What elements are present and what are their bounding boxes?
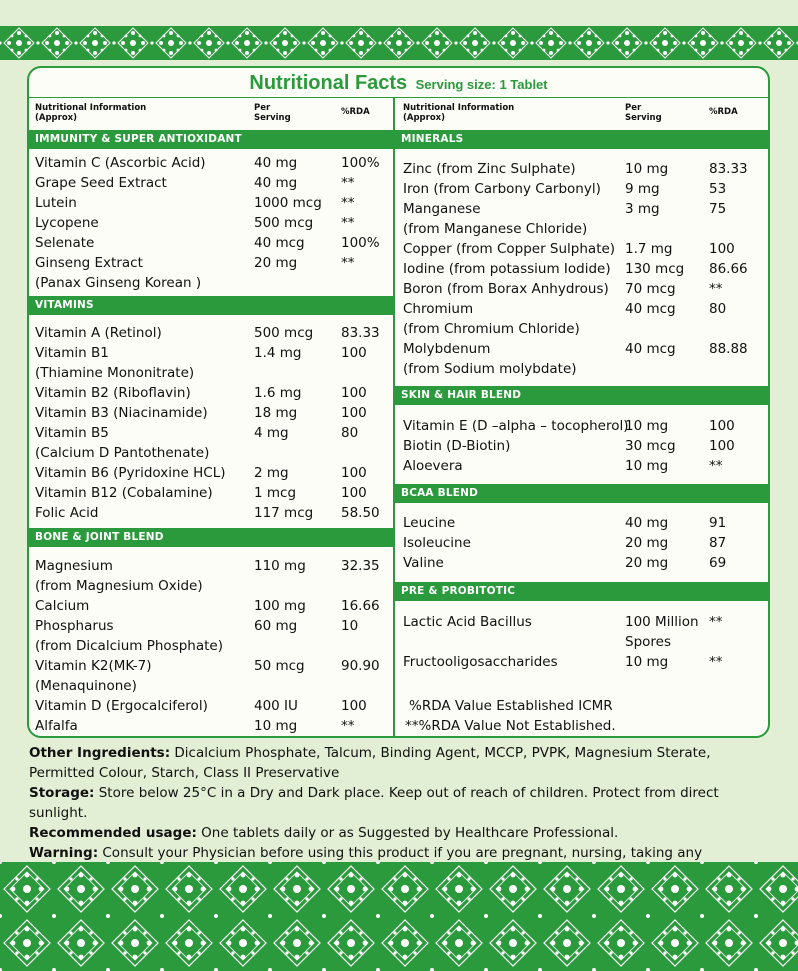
nutrient-row xyxy=(29,423,393,443)
nutrient-row xyxy=(395,239,770,259)
nutrient-rda: 87 xyxy=(709,535,727,551)
nutrient-row xyxy=(29,363,393,383)
nutrient-name: Vitamin K2(MK-7) xyxy=(35,658,152,674)
nutrient-row xyxy=(395,219,770,239)
nutrient-name: Iron (from Carbony Carbonyl) xyxy=(403,181,601,197)
nutrient-amount: 50 mcg xyxy=(254,658,305,674)
note-rda-established: %RDA Value Established ICMR xyxy=(409,698,613,714)
nutrient-row xyxy=(395,456,770,476)
nutrient-row xyxy=(29,343,393,363)
nutrient-amount: 110 mg xyxy=(254,558,306,574)
nutrient-name: Vitamin B2 (Riboflavin) xyxy=(35,385,191,401)
nutrient-row xyxy=(29,213,393,233)
section-vitamins: VITAMINS xyxy=(29,296,393,315)
nutrient-row xyxy=(29,463,393,483)
nutrient-name: Vitamin B5 xyxy=(35,425,109,441)
nutrient-amount: 40 mg xyxy=(625,515,669,531)
nutrient-name: Boron (from Borax Anhydrous) xyxy=(403,281,609,297)
nutrient-amount: 2 mg xyxy=(254,465,289,481)
nutrient-row xyxy=(395,279,770,299)
nutrient-row xyxy=(395,652,770,672)
nutrient-amount: 500 mcg xyxy=(254,325,314,341)
nutrient-name: (from Magnesium Oxide) xyxy=(35,578,203,594)
panel-title: Nutritional Facts xyxy=(249,72,408,94)
nutrient-rda: 58.50 xyxy=(341,505,380,521)
nutrient-row xyxy=(395,179,770,199)
nutrient-rda: ** xyxy=(709,458,723,474)
section-immunity: IMMUNITY & SUPER ANTIOXIDANT xyxy=(29,130,393,149)
bottom-lace-pattern xyxy=(0,862,798,971)
nutrient-name: Iodine (from potassium Iodide) xyxy=(403,261,611,277)
nutrient-row xyxy=(29,576,393,596)
nutrient-amount: Spores xyxy=(625,634,671,650)
nutrient-name: Phospharus xyxy=(35,618,114,634)
nutrient-row xyxy=(395,513,770,533)
nutrient-row xyxy=(29,676,393,696)
nutrient-rda: 100 xyxy=(709,241,735,257)
nutrient-name: Leucine xyxy=(403,515,456,531)
nutrient-row xyxy=(29,656,393,676)
nutrient-row xyxy=(29,636,393,656)
nutrient-rda: 83.33 xyxy=(341,325,380,341)
nutrient-name: Vitamin B3 (Niacinamide) xyxy=(35,405,208,421)
nutrient-amount: 10 mg xyxy=(254,718,298,734)
nutrient-amount: 40 mcg xyxy=(254,235,305,251)
nutrient-name: Biotin (D-Biotin) xyxy=(403,438,511,454)
nutrient-name: (Panax Ginseng Korean ) xyxy=(35,275,202,291)
nutrient-amount: 1.4 mg xyxy=(254,345,302,361)
nutrient-name: Ginseng Extract xyxy=(35,255,143,271)
header-info-right: Nutritional Information (Approx) xyxy=(403,103,515,123)
header-info: Nutritional Information (Approx) xyxy=(35,103,147,123)
nutrient-amount: 60 mg xyxy=(254,618,298,634)
nutrient-rda: 53 xyxy=(709,181,727,197)
section-minerals: MINERALS xyxy=(395,130,770,149)
nutrient-rda: 100 xyxy=(341,405,367,421)
nutrient-rda: 100 xyxy=(341,385,367,401)
nutrient-row xyxy=(395,533,770,553)
storage: Storage: Store below 25°C in a Dry and Dark place. Keep out of reach of children. Protect from direct sunlight. xyxy=(29,785,719,821)
nutrient-name: Manganese xyxy=(403,201,481,217)
nutrient-rda: 100 xyxy=(341,345,367,361)
nutrient-rda: 100 xyxy=(709,438,735,454)
header-rda: %RDA xyxy=(341,107,370,117)
skin-rows xyxy=(395,416,770,476)
nutrient-rda: 69 xyxy=(709,555,727,571)
nutrient-rda: ** xyxy=(709,281,723,297)
nutrient-name: Calcium xyxy=(35,598,90,614)
serving-size: Serving size: 1 Tablet xyxy=(415,77,548,92)
left-table-header xyxy=(29,98,393,128)
nutrient-rda: 100 xyxy=(341,698,367,714)
nutrient-name: Magnesium xyxy=(35,558,113,574)
nutrient-name: Molybdenum xyxy=(403,341,491,357)
minerals-rows xyxy=(395,159,770,379)
nutrient-amount: 9 mg xyxy=(625,181,660,197)
nutrient-rda: 86.66 xyxy=(709,261,748,277)
nutrient-name: Vitamin D (Ergocalciferol) xyxy=(35,698,208,714)
nutrient-amount: 3 mg xyxy=(625,201,660,217)
nutrient-amount: 1000 mcg xyxy=(254,195,322,211)
nutrient-rda: 100% xyxy=(341,235,380,251)
nutrient-amount: 40 mcg xyxy=(625,301,676,317)
nutrient-name: Fructooligosaccharides xyxy=(403,654,558,670)
nutrient-amount: 1 mcg xyxy=(254,485,297,501)
bcaa-rows xyxy=(395,513,770,573)
nutrient-row xyxy=(395,159,770,179)
nutrient-amount: 10 mg xyxy=(625,458,669,474)
nutrient-rda: ** xyxy=(341,195,355,211)
nutrient-name: Lutein xyxy=(35,195,77,211)
nutrient-amount: 18 mg xyxy=(254,405,298,421)
nutrient-rda: ** xyxy=(709,614,723,630)
header-per-serving: Per Serving xyxy=(254,103,291,123)
nutrient-name: Lycopene xyxy=(35,215,99,231)
nutrient-amount: 10 mg xyxy=(625,161,669,177)
nutrient-row xyxy=(29,153,393,173)
nutrient-amount: 70 mcg xyxy=(625,281,676,297)
nutrient-rda: ** xyxy=(341,215,355,231)
warning: Warning: Consult your Physician before using this product if you are pregnant, nursing, taking any xyxy=(29,845,703,861)
nutrient-row xyxy=(395,436,770,456)
nutrient-rda: ** xyxy=(709,654,723,670)
nutrient-rda: 83.33 xyxy=(709,161,748,177)
nutrient-amount: 20 mg xyxy=(625,555,669,571)
section-bone: BONE & JOINT BLEND xyxy=(29,528,393,547)
nutrient-rda: 100 xyxy=(341,465,367,481)
nutrient-row xyxy=(395,612,770,632)
nutrient-name: (from Chromium Chloride) xyxy=(403,321,580,337)
nutrient-amount: 500 mcg xyxy=(254,215,314,231)
nutrient-amount: 100 Million xyxy=(625,614,699,630)
nutrient-name: (from Dicalcium Phosphate) xyxy=(35,638,223,654)
nutrient-amount: 40 mg xyxy=(254,175,298,191)
section-bcaa: BCAA BLEND xyxy=(395,484,770,503)
nutrient-row xyxy=(29,253,393,273)
nutrient-name: Vitamin C (Ascorbic Acid) xyxy=(35,155,206,171)
nutrient-name: Zinc (from Zinc Sulphate) xyxy=(403,161,576,177)
nutrient-amount: 100 mg xyxy=(254,598,306,614)
nutrient-row xyxy=(29,323,393,343)
nutrient-name: Selenate xyxy=(35,235,95,251)
nutrient-row xyxy=(29,403,393,423)
nutrient-rda: 75 xyxy=(709,201,727,217)
nutrient-name: Isoleucine xyxy=(403,535,471,551)
nutrient-row xyxy=(395,416,770,436)
nutrient-amount: 400 IU xyxy=(254,698,298,714)
note-rda-not-established: **%RDA Value Not Established. xyxy=(405,718,616,734)
nutrient-rda: 88.88 xyxy=(709,341,748,357)
nutrient-row xyxy=(395,259,770,279)
top-lace-pattern xyxy=(0,26,798,60)
nutrient-amount: 20 mg xyxy=(625,535,669,551)
nutrient-row xyxy=(29,616,393,636)
nutrient-amount: 117 mcg xyxy=(254,505,314,521)
nutrient-row xyxy=(29,696,393,716)
nutrient-row xyxy=(29,233,393,253)
nutrient-row xyxy=(395,199,770,219)
nutrient-rda: ** xyxy=(341,175,355,191)
nutrient-row xyxy=(395,553,770,573)
nutrient-row xyxy=(29,173,393,193)
recommended-usage: Recommended usage: One tablets daily or as Suggested by Healthcare Professional. xyxy=(29,825,619,841)
nutrient-name: (from Manganese Chloride) xyxy=(403,221,588,237)
nutrient-amount: 40 mg xyxy=(254,155,298,171)
section-skin: SKIN & HAIR BLEND xyxy=(395,386,770,405)
nutrient-name: (Menaquinone) xyxy=(35,678,137,694)
nutrient-row xyxy=(29,556,393,576)
nutrient-amount: 20 mg xyxy=(254,255,298,271)
bone-rows xyxy=(29,556,393,736)
nutrient-amount: 10 mg xyxy=(625,654,669,670)
vitamins-rows xyxy=(29,323,393,523)
nutrient-rda: 16.66 xyxy=(341,598,380,614)
nutrient-rda: 100 xyxy=(709,418,735,434)
nutrient-name: Lactic Acid Bacillus xyxy=(403,614,532,630)
nutrient-name: Vitamin B12 (Cobalamine) xyxy=(35,485,213,501)
nutrient-rda: 10 xyxy=(341,618,359,634)
nutrient-name: Vitamin A (Retinol) xyxy=(35,325,162,341)
nutrient-row xyxy=(395,319,770,339)
header-rda-right: %RDA xyxy=(709,107,738,117)
nutrient-row xyxy=(29,273,393,293)
nutrient-name: Copper (from Copper Sulphate) xyxy=(403,241,616,257)
left-column xyxy=(29,98,393,736)
nutrient-rda: 100 xyxy=(341,485,367,501)
title-row xyxy=(29,72,768,95)
nutrient-amount: 4 mg xyxy=(254,425,289,441)
nutrient-name: Valine xyxy=(403,555,444,571)
nutrient-row xyxy=(29,443,393,463)
nutrient-rda: 90.90 xyxy=(341,658,380,674)
nutrient-rda: ** xyxy=(341,718,355,734)
nutrient-rda: 91 xyxy=(709,515,727,531)
right-column xyxy=(395,98,770,736)
right-table-header xyxy=(395,98,770,128)
nutrient-rda: ** xyxy=(341,255,355,271)
nutrient-row xyxy=(395,299,770,319)
nutrient-name: Alfalfa xyxy=(35,718,78,734)
nutrient-name: Chromium xyxy=(403,301,474,317)
nutrient-row xyxy=(29,383,393,403)
nutrient-name: (from Sodium molybdate) xyxy=(403,361,577,377)
nutrient-rda: 100% xyxy=(341,155,380,171)
header-per-serving-right: Per Serving xyxy=(625,103,662,123)
top-pattern-band xyxy=(0,26,798,60)
nutrient-row xyxy=(29,483,393,503)
nutrient-row xyxy=(395,339,770,359)
nutrient-amount: 130 mcg xyxy=(625,261,685,277)
other-ingredients: Other Ingredients: Dicalcium Phosphate, Talcum, Binding Agent, MCCP, PVPK, Magnesium Sterate, Permitted Colour, Starch, Class II Preservative xyxy=(29,745,711,781)
nutrient-amount: 40 mcg xyxy=(625,341,676,357)
nutrient-rda: 80 xyxy=(709,301,727,317)
nutrient-row xyxy=(29,716,393,736)
nutrient-row xyxy=(29,503,393,523)
nutrient-row xyxy=(29,596,393,616)
nutrient-name: Vitamin E (D –alpha – tocopherol) xyxy=(403,418,629,434)
nutrient-row xyxy=(395,359,770,379)
nutrient-name: Aloevera xyxy=(403,458,463,474)
nutrient-row xyxy=(395,632,770,652)
bottom-pattern-band xyxy=(0,862,798,971)
nutrient-amount: 10 mg xyxy=(625,418,669,434)
nutrition-panel xyxy=(27,66,770,738)
section-probiotic: PRE & PROBITOTIC xyxy=(395,582,770,601)
nutrient-amount: 1.7 mg xyxy=(625,241,673,257)
nutrient-row xyxy=(29,193,393,213)
probiotic-rows xyxy=(395,612,770,672)
nutrient-amount: 1.6 mg xyxy=(254,385,302,401)
nutrient-name: (Thiamine Mononitrate) xyxy=(35,365,195,381)
nutrient-name: Vitamin B1 xyxy=(35,345,109,361)
immunity-rows xyxy=(29,153,393,293)
nutrient-name: (Calcium D Pantothenate) xyxy=(35,445,210,461)
nutrient-rda: 80 xyxy=(341,425,359,441)
nutrient-name: Folic Acid xyxy=(35,505,99,521)
nutrient-amount: 30 mcg xyxy=(625,438,676,454)
nutrient-rda: 32.35 xyxy=(341,558,380,574)
nutrient-name: Grape Seed Extract xyxy=(35,175,167,191)
nutrient-name: Vitamin B6 (Pyridoxine HCL) xyxy=(35,465,226,481)
